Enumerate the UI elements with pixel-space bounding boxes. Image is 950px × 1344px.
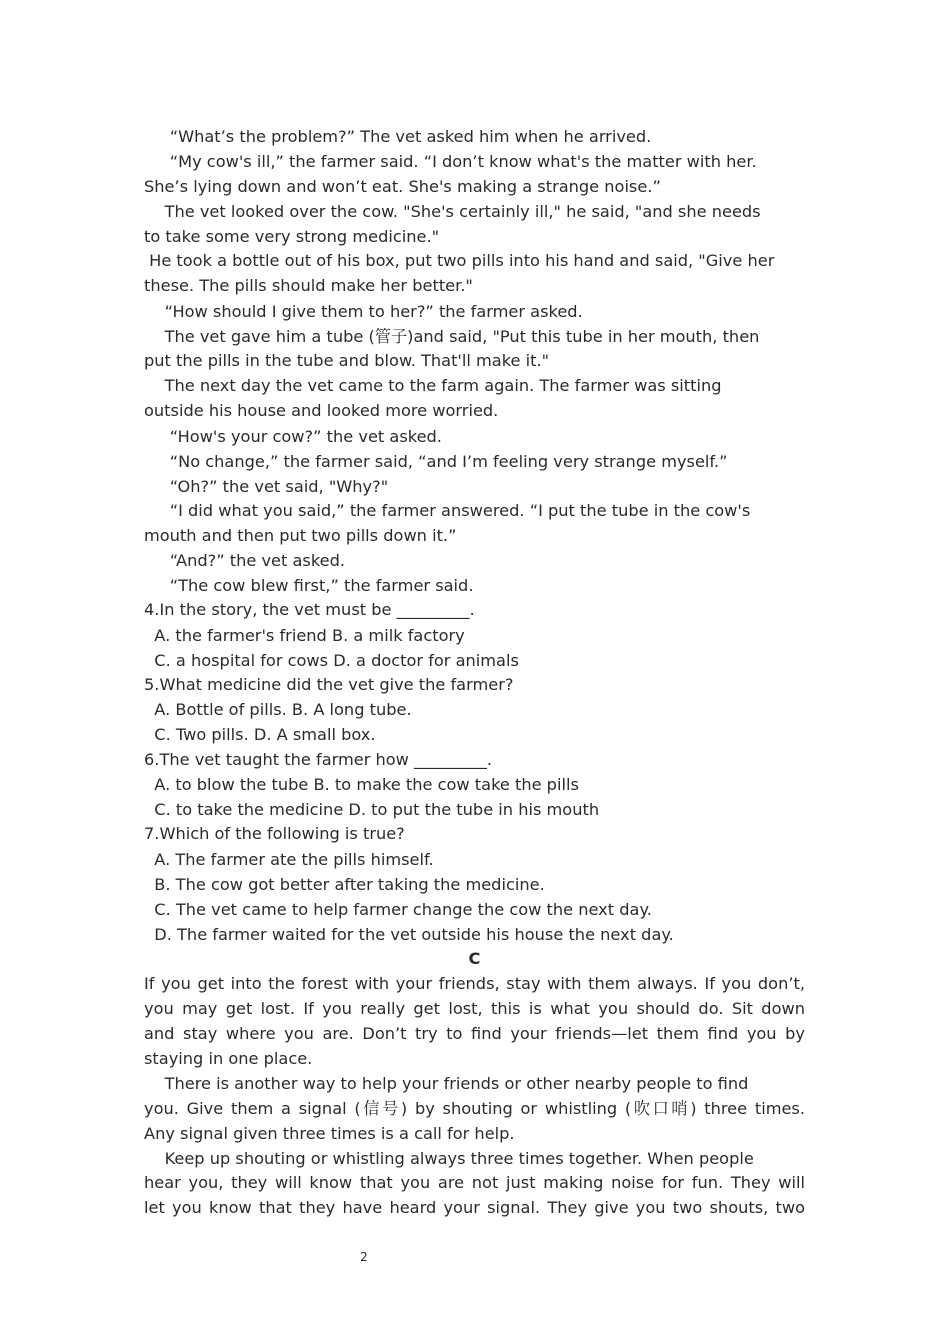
story-line: “How should I give them to her?” the farmer asked. [144, 302, 583, 321]
story-line: He took a bottle out of his box, put two pills into his hand and said, "Give her [144, 251, 775, 270]
story-line: “Oh?” the vet said, "Why?" [144, 477, 389, 496]
passage-line: you may get lost. If you really get lost, this is what you should do. Sit down [144, 999, 805, 1018]
question-option: C. Two pills. D. A small box. [144, 725, 376, 744]
question-option: A. the farmer's friend B. a milk factory [144, 626, 465, 645]
story-line: She’s lying down and won’t eat. She's making a strange noise.” [144, 177, 661, 196]
story-line: “My cow's ill,” the farmer said. “I don’t know what's the matter with her. [144, 152, 757, 171]
question-stem: 6.The vet taught the farmer how _________. [144, 750, 493, 769]
question-option: B. The cow got better after taking the medicine. [144, 875, 545, 894]
story-line: The vet looked over the cow. "She's certainly ill," he said, "and she needs [144, 202, 761, 221]
passage-line: Any signal given three times is a call for help. [144, 1124, 515, 1143]
passage-line: If you get into the forest with your friends, stay with them always. If you don’t, [144, 974, 805, 993]
story-line: to take some very strong medicine." [144, 227, 440, 246]
story-line: mouth and then put two pills down it.” [144, 526, 457, 545]
question-stem: 5.What medicine did the vet give the farmer? [144, 675, 514, 694]
story-line: outside his house and looked more worried. [144, 401, 499, 420]
passage-line: There is another way to help your friends or other nearby people to find [144, 1074, 749, 1093]
story-line: The vet gave him a tube (管子)and said, "Put this tube in her mouth, then [144, 327, 760, 346]
passage-line: hear you, they will know that you are not just making noise for fun. They will [144, 1173, 805, 1192]
passage-line: staying in one place. [144, 1049, 313, 1068]
passage-line: you. Give them a signal (信号) by shouting or whistling (吹口哨) three times. [144, 1099, 805, 1118]
question-option: D. The farmer waited for the vet outside his house the next day. [144, 925, 674, 944]
question-option: C. The vet came to help farmer change the cow the next day. [144, 900, 652, 919]
question-option: A. Bottle of pills. B. A long tube. [144, 700, 412, 719]
story-line: “What’s the problem?” The vet asked him when he arrived. [144, 127, 652, 146]
story-line: these. The pills should make her better." [144, 276, 473, 295]
question-stem: 7.Which of the following is true? [144, 824, 405, 843]
question-option: C. to take the medicine D. to put the tube in his mouth [144, 800, 600, 819]
story-line: “And?” the vet asked. [144, 551, 346, 570]
question-option: A. to blow the tube B. to make the cow take the pills [144, 775, 579, 794]
story-line: “I did what you said,” the farmer answered. “I put the tube in the cow's [144, 501, 751, 520]
question-option: C. a hospital for cows D. a doctor for animals [144, 651, 519, 670]
story-line: “No change,” the farmer said, “and I’m feeling very strange myself.” [144, 452, 728, 471]
question-option: A. The farmer ate the pills himself. [144, 850, 434, 869]
section-heading: C [468, 949, 481, 968]
question-stem: 4.In the story, the vet must be _________. [144, 600, 475, 619]
story-line: “The cow blew first,” the farmer said. [144, 576, 474, 595]
story-line: put the pills in the tube and blow. That'll make it." [144, 351, 550, 370]
passage-line: Keep up shouting or whistling always three times together. When people [144, 1149, 754, 1168]
story-line: The next day the vet came to the farm again. The farmer was sitting [144, 376, 722, 395]
story-line: “How's your cow?” the vet asked. [144, 427, 442, 446]
passage-line: let you know that they have heard your signal. They give you two shouts, two [144, 1198, 805, 1217]
passage-line: and stay where you are. Don’t try to find your friends—let them find you by [144, 1024, 805, 1043]
page-number: 2 [360, 1250, 368, 1264]
